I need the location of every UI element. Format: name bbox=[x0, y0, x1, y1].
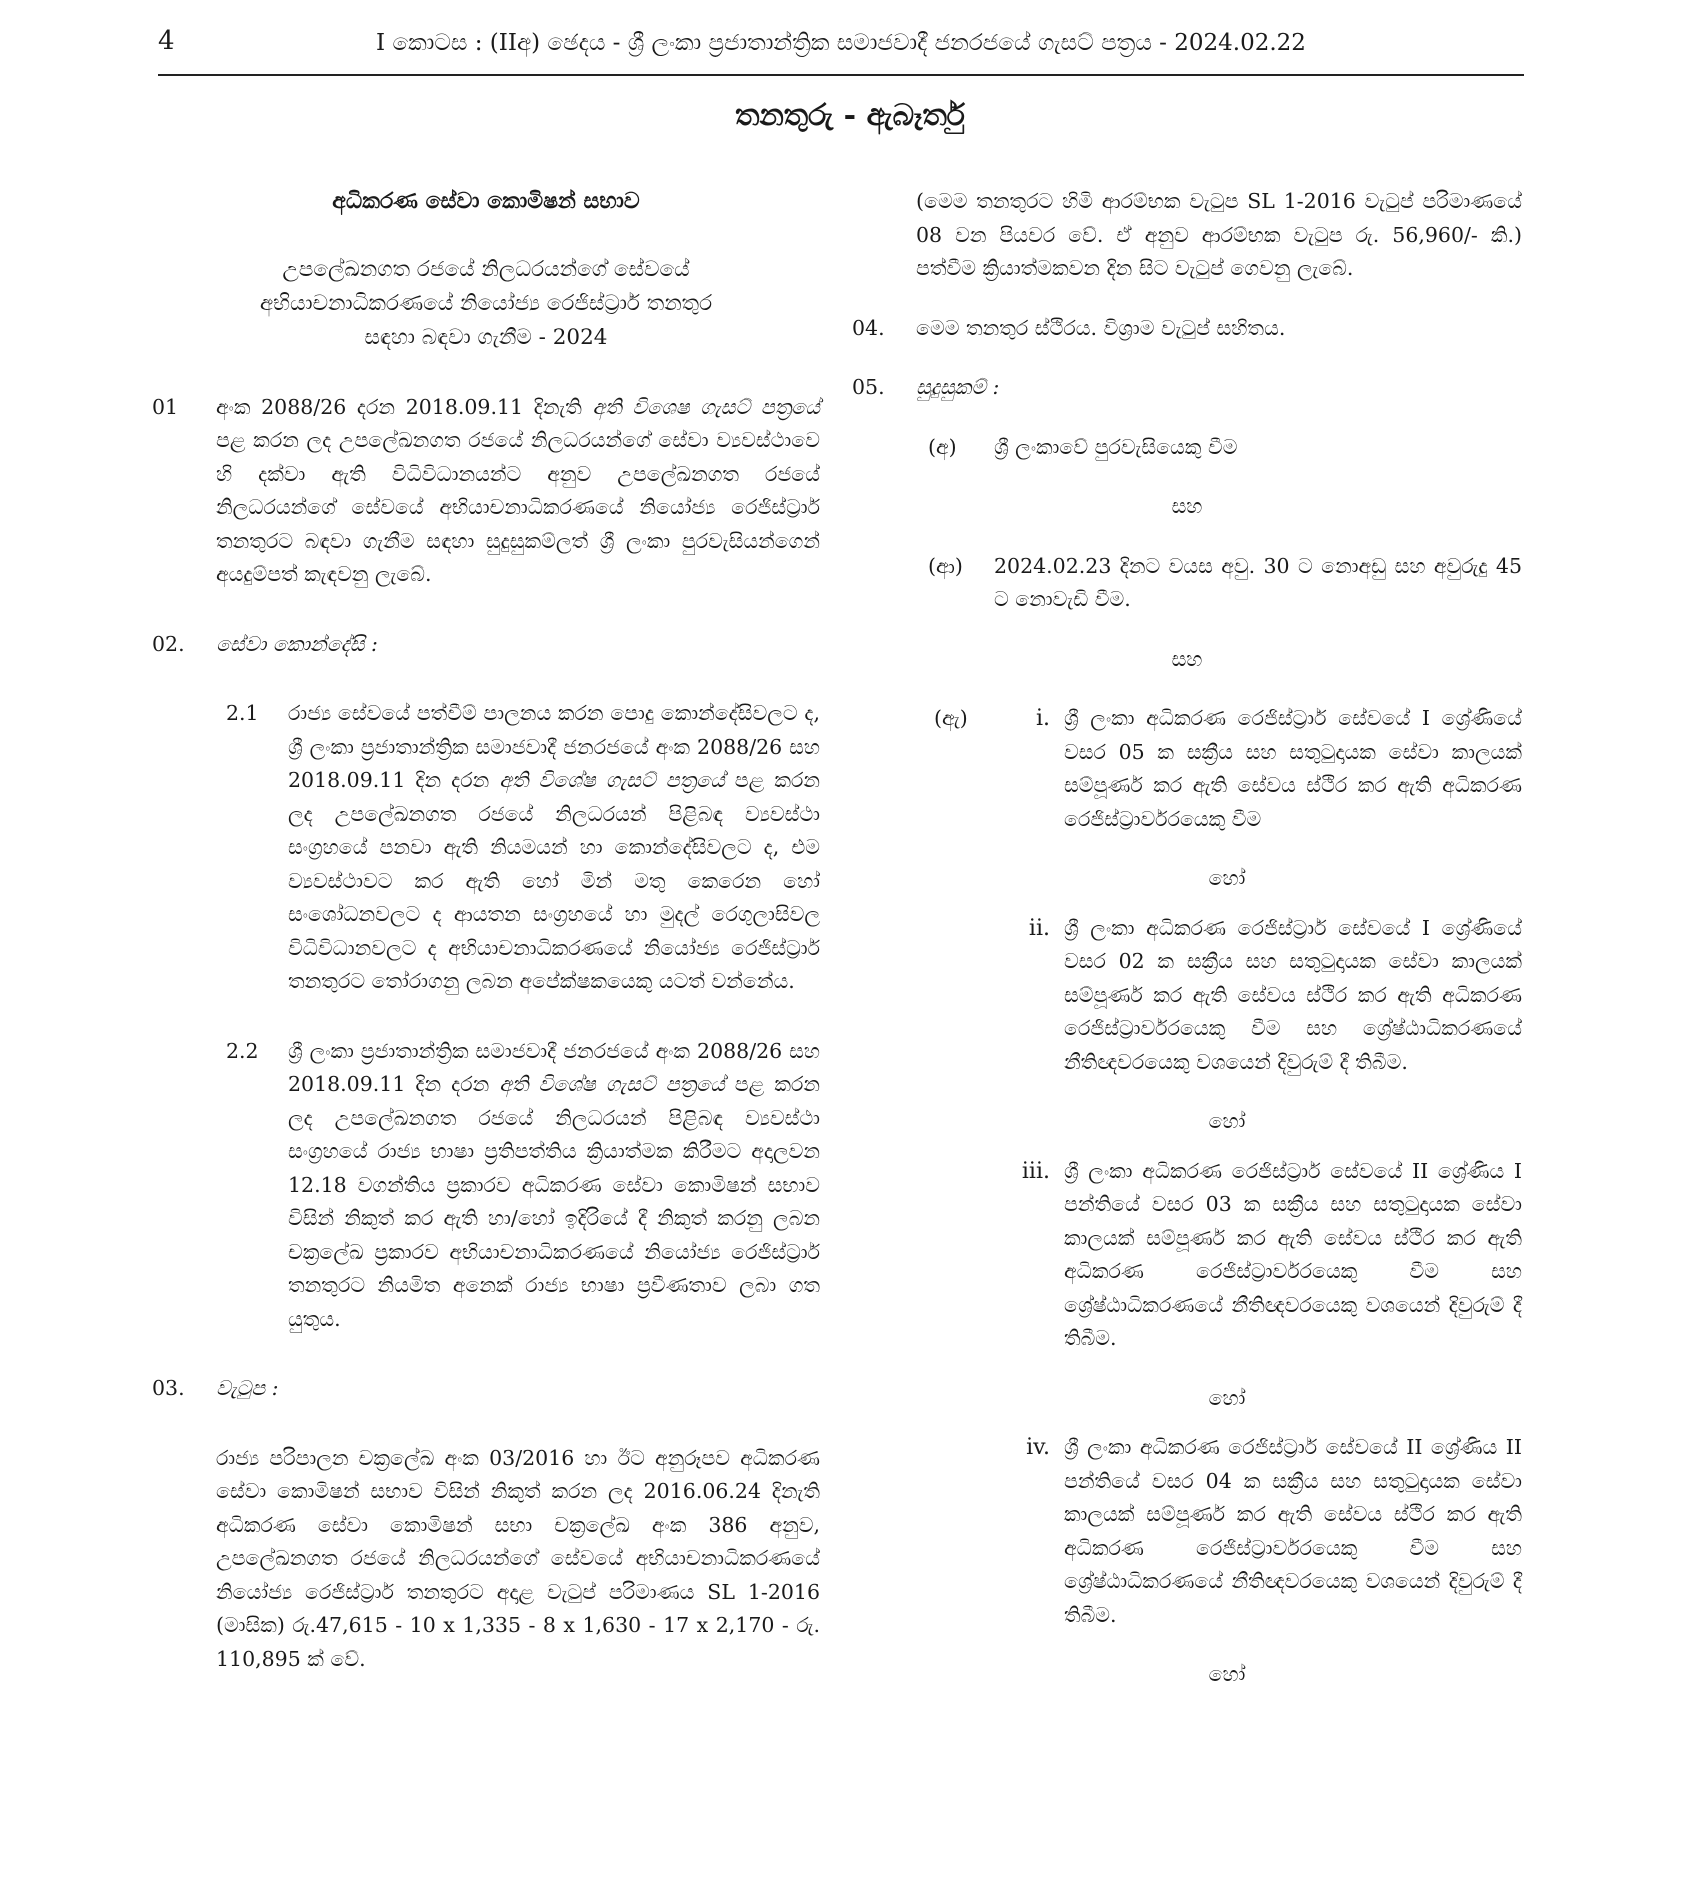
item-label: (ආ) bbox=[928, 553, 963, 578]
conjunction-or: හෝ bbox=[1208, 1109, 1246, 1133]
text-run: අංක 2088/26 දරන 2018.09.11 දිනැති bbox=[216, 394, 593, 419]
item-text: ශ්‍රී ලංකාවේ පුරවැසියෙකු වීම bbox=[994, 434, 1238, 459]
notice-title-line: අභියාචනාධිකරණයේ නියෝජ්‍ය රෙජිස්ට්‍රාර් තනතුර bbox=[259, 290, 713, 316]
text-run: පළ කරන ලද උපලේඛනගත රජයේ නිලධරයන්ගේ සේවා ව්‍යවස්ථාවෙ හි දක්වා ඇති විධිවිධානයන්ට අනුව උපලේඛනගත රජයේ නිලධරයන්ගේ සේවයේ අභියාචනාධිකරණයේ නියෝජ්‍ය රෙජිස්ට්‍රාර් තනතුරට බඳවා ගැනීම සඳහා සුදුසුකම්ලත් ශ්‍රී ලංකා පුරවැසියන්ගෙන් අයදුම්පත් කැඳවනු ලැබේ. bbox=[216, 428, 820, 586]
gazette-ref: අති විශෙෂ ගැසට් පත්‍රයේ bbox=[592, 394, 821, 419]
left-column bbox=[152, 185, 820, 1676]
conjunction-or: හෝ bbox=[1208, 1662, 1246, 1686]
conjunction-and: සහ bbox=[1171, 646, 1203, 671]
section-02 bbox=[152, 628, 820, 662]
section-05 bbox=[852, 371, 1522, 405]
authority-name: අධිකරණ සේවා කොමිෂන් සභාව bbox=[332, 188, 640, 214]
qualification-ae-ii bbox=[852, 912, 1522, 1080]
right-column bbox=[852, 185, 1522, 1692]
conjunction-and: සහ bbox=[1171, 494, 1203, 518]
section-number: 05. bbox=[852, 375, 885, 399]
section-heading: වැටුප : bbox=[216, 1376, 279, 1400]
para-2-1 bbox=[152, 697, 820, 999]
text-run: පළ කරන ලද උපලේඛනගත රජයේ නිලධරයන් පිළිබඳ ව්‍යවස්ථා සංග්‍රහයේ රාජ්‍ය භාෂා ප්‍රතිපත්තිය ක්‍රියාත්මක කිරීමට අදාලවන 12.18 වගන්තිය ප්‍රකාරව අධිකරණ සේවා කොමිෂන් සභාව විසින් නිකුත් කර ඇති හා/හෝ ඉදිරියේ දී නිකුත් කරනු ලබන චක්‍රලේඛ ප්‍රකාරව අභියාචනාධිකරණයේ නියෝජ්‍ය රෙජිස්ට්‍රාර් තනතුරට නියමිත අනෙක් රාජ්‍ය භාෂා ප්‍රවීණතාව ලබා ගත යුතුය. bbox=[288, 1072, 820, 1331]
qualification-ae bbox=[852, 702, 1522, 836]
section-number: 02. bbox=[152, 631, 185, 656]
notice-title bbox=[152, 253, 820, 355]
page-number: 4 bbox=[158, 26, 175, 56]
notice-title-line: සඳහා බඳවා ගැනීම - 2024 bbox=[364, 324, 608, 350]
text-run: ශ්‍රී ලංකා ප්‍රජාතාන්ත්‍රික සමාජවාදී ජනරජයේ අංක 2088/26 සහ 2018.09.11 දින දරන bbox=[288, 1038, 820, 1096]
section-heading: සේවා කොන්දේසි : bbox=[216, 631, 378, 656]
header-rule bbox=[158, 74, 1524, 76]
text-run: පළ කරන ලද උපලේඛනගත රජයේ නිලධරයන් පිළිබඳ ව්‍යවස්ථා සංග්‍රහයේ පනවා ඇති නියමයන් හා කොන්දේසිවලට ද, එම ව්‍යවස්ථාවට කර ඇති හෝ මින් මතු කෙරෙන හෝ සංශෝධනවලට ද ආයතන සංග්‍රහයේ හා මුදල් රෙගුලාසිවල විධිවිධානවලට ද අභියාචනාධිකරණයේ නියෝජ්‍ය රෙජිස්ට්‍රාර් තනතුරට තෝරාගනු ලබන අපේක්ෂකයෙකු යටත් වන්නේය. bbox=[288, 768, 820, 993]
roman-numeral: iii. bbox=[1021, 1158, 1050, 1184]
item-text: ශ්‍රී ලංකා අධිකරණ රෙජිස්ට්‍රාර් සේවයේ I ශ්‍රේණියේ වසර 05 ක සක්‍රීය සහ සතුටුදායක සේවා කාලයක් සම්පූර්ණ කර ඇති සේවය ස්ථිර කර ඇති අධිකරණ රෙජිස්ට්‍රාර්වරයෙකු වීම bbox=[1064, 706, 1522, 831]
para-2-2 bbox=[152, 1035, 820, 1337]
notice-title-line: උපලේඛනගත රජයේ නිලධරයන්ගේ සේවයේ bbox=[282, 256, 690, 282]
section-04-text: මෙම තනතුර ස්ථිරය. විශ්‍රාම වැටුප් සහිතය. bbox=[916, 315, 1286, 340]
section-heading: සුදුසුකම් : bbox=[916, 375, 1000, 399]
section-number: 01 bbox=[152, 394, 179, 419]
qualification-ae-iii bbox=[852, 1155, 1522, 1356]
section-01-text bbox=[216, 391, 820, 592]
section-number: 03. bbox=[152, 1376, 185, 1400]
para-number: 2.1 bbox=[226, 701, 259, 725]
qualification-ae-iv bbox=[852, 1431, 1522, 1632]
conjunction-or: හෝ bbox=[1208, 866, 1246, 890]
item-text: ශ්‍රී ලංකා අධිකරණ රෙජිස්ට්‍රාර් සේවයේ II ශ්‍රේණිය II පන්තියේ වසර 04 ක සක්‍රීය සහ සතුටුදායක සේවා කාලයක් සම්පූර්ණ කර ඇති සේවය ස්ථිර කර ඇති අධිකරණ රෙජිස්ට්‍රාර්වරයෙකු වීම සහ ශ්‍රේෂ්ඨාධිකරණයේ නීතිඥවරයෙකු වශයෙන් දිවුරුම් දී තිබීම. bbox=[1064, 1435, 1522, 1627]
section-04 bbox=[852, 312, 1522, 346]
item-label: (ඇ) bbox=[934, 706, 968, 730]
qualification-a bbox=[852, 431, 1522, 465]
running-title: I කොටස : (IIඅ) ඡෙදය - ශ්‍රී ලංකා ප්‍රජාතාන්ත්‍රික සමාජවාදී ජනරජයේ ගැසට් පත්‍රය - 2024.02.22 bbox=[376, 30, 1306, 56]
para-2-1-text bbox=[288, 697, 820, 999]
roman-numeral: ii. bbox=[1028, 915, 1050, 941]
item-text: 2024.02.23 දිනට වයස අවු. 30 ට නොඅඩු සහ අවුරුදු 45 ට නොවැඩි වීම. bbox=[994, 553, 1522, 611]
roman-numeral: iv. bbox=[1026, 1435, 1050, 1460]
section-title: තනතුරු - ඇබෑර්තු bbox=[735, 98, 965, 133]
conjunction-or: හෝ bbox=[1208, 1385, 1246, 1410]
item-label: (අ) bbox=[928, 434, 957, 459]
section-number: 04. bbox=[852, 315, 885, 340]
salary-continued: (මෙම තනතුරට හිමි ආරම්භක වැටුප SL 1-2016 වැටුප් පරිමාණයේ 08 වන පියවර වේ. ඒ අනුව ආරම්භක වැටුප රු. 56,960/- කි.) පත්වීම ක්‍රියාත්මකවන දින සිට වැටුප් ගෙවනු ලැබේ. bbox=[916, 189, 1522, 280]
gazette-ref: අති විශේෂ ගැසට් පත්‍රයේ bbox=[499, 768, 725, 792]
section-01 bbox=[152, 391, 820, 592]
para-2-2-text bbox=[288, 1035, 820, 1337]
item-text: ශ්‍රී ලංකා අධිකරණ රෙජිස්ට්‍රාර් සේවයේ II ශ්‍රේණිය I පන්තියේ වසර 03 ක සක්‍රීය සහ සතුටුදායක සේවා කාලයක් සම්පූර්ණ කර ඇති සේවය ස්ථිර කර ඇති අධිකරණ රෙජිස්ට්‍රාර්වරයෙකු වීම සහ ශ්‍රේෂ්ඨාධිකරණයේ නීතිඥවරයෙකු වශයෙන් දිවුරුම් දී තිබීම. bbox=[1064, 1158, 1522, 1350]
salary-text: රාජ්‍ය පරිපාලන චක්‍රලේඛ අංක 03/2016 හා ඊට අනුරූපව අධිකරණ සේවා කොමිෂන් සභාව විසින් නිකුත් කරන ලද 2016.06.24 දිනැති අධිකරණ සේවා කොමිෂන් සභා චක්‍රලේඛ අංක 386 අනුව, උපලේඛනගත රජයේ නිලධරයන්ගේ සේවයේ අභියාචනාධිකරණයේ නියෝජ්‍ය රෙජිස්ට්‍රාර් තනතුරට අදාළ වැටුප් පරිමාණය SL 1-2016 (මාසික) රු.47,615 - 10 x 1,335 - 8 x 1,630 - 17 x 2,170 - රු. 110,895 ක් වේ. bbox=[216, 1445, 820, 1671]
item-text: ශ්‍රී ලංකා අධිකරණ රෙජිස්ට්‍රාර් සේවයේ I ශ්‍රේණියේ වසර 02 ක සක්‍රීය සහ සතුටුදායක සේවා කාලයක් සම්පූර්ණ කර ඇති සේවය ස්ථිර කර ඇති අධිකරණ රෙජිස්ට්‍රාර්වරයෙකු වීම සහ ශ්‍රේෂ්ඨාධිකරණයේ නීතිඥවරයෙකු වශයෙන් දිවුරුම් දී තිබීම. bbox=[1064, 915, 1522, 1074]
para-number: 2.2 bbox=[226, 1038, 259, 1063]
section-03 bbox=[152, 1372, 820, 1406]
roman-numeral: i. bbox=[1035, 706, 1050, 731]
gazette-ref: අති විශේෂ ගැසට් පත්‍රයේ bbox=[499, 1072, 725, 1096]
qualification-aa bbox=[852, 550, 1522, 617]
text-run: රාජ්‍ය සේවයේ පත්වීම් පාලනය කරන පොදු කොන්දේසිවලට ද, ශ්‍රී ලංකා ප්‍රජාතාන්ත්‍රික සමාජවාදී ජනරජයේ අංක 2088/26 සහ 2018.09.11 දින දරන bbox=[288, 701, 820, 792]
page-header bbox=[158, 26, 1524, 74]
